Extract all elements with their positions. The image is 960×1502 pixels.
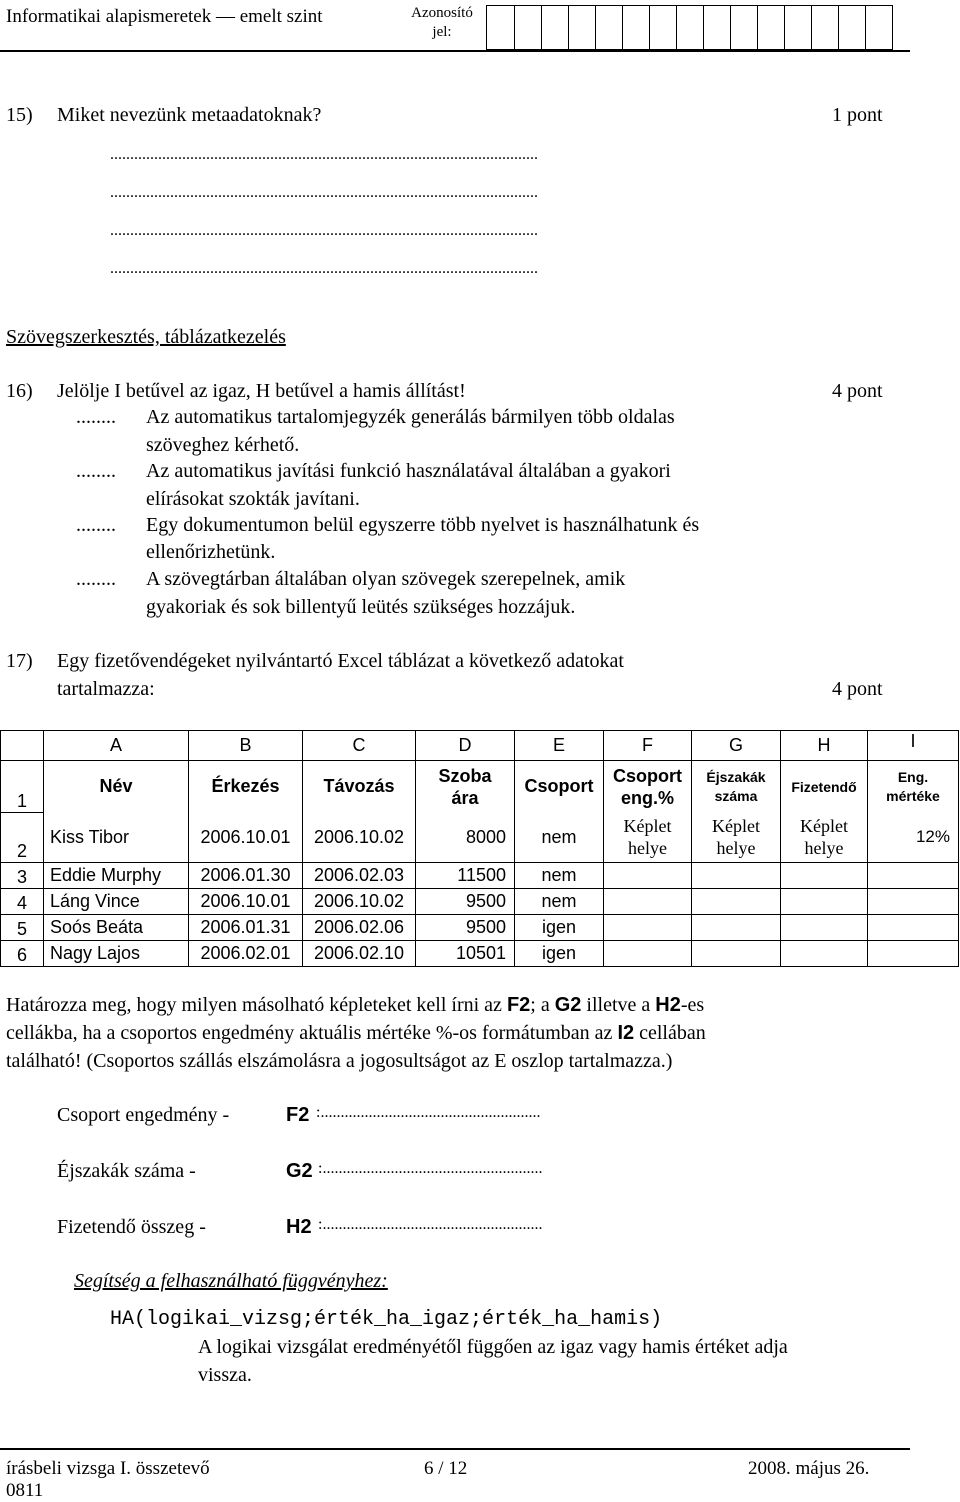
section-title: Szövegszerkesztés, táblázatkezelés <box>6 326 286 348</box>
cell-group[interactable]: igen <box>515 915 604 941</box>
answer-slot[interactable]: ........ <box>76 460 116 482</box>
cell-name[interactable]: Láng Vince <box>44 889 189 915</box>
task-text: Határozza meg, hogy milyen másolható képleteket kell írni az <box>6 994 507 1016</box>
q15-points: 1 pont <box>832 104 883 126</box>
col-letter-a: A <box>44 731 189 761</box>
header-name: Név <box>44 761 189 813</box>
table-row <box>1 941 959 967</box>
cell-empty[interactable] <box>781 863 868 889</box>
answer-label-discount: Csoport engedmény - <box>57 1104 230 1126</box>
cell-g2-formula[interactable] <box>692 813 781 863</box>
header-title: Informatikai alapismeretek — emelt szint <box>6 6 323 27</box>
answer-slot[interactable]: ........ <box>76 406 116 428</box>
cell-leave[interactable]: 2006.02.10 <box>303 941 416 967</box>
cell-arrive[interactable]: 2006.10.01 <box>189 813 303 863</box>
cell-arrive[interactable]: 2006.01.31 <box>189 915 303 941</box>
cell-group[interactable]: nem <box>515 889 604 915</box>
answer-line[interactable]: ........................................................................................................... <box>110 222 538 239</box>
task-line-2 <box>6 1022 706 1045</box>
q17-line1: Egy fizetővendégeket nyilvántartó Excel táblázat a következő adatokat <box>57 650 624 672</box>
col-letter-b: B <box>189 731 303 761</box>
spreadsheet-table <box>0 730 959 967</box>
cell-ref-f2: F2 <box>506 994 531 1016</box>
row-number: 1 <box>1 761 44 813</box>
header-leave: Távozás <box>303 761 416 813</box>
header-room-price <box>416 761 515 813</box>
footer-code: 0811 <box>6 1480 44 1501</box>
answer-slot[interactable]: ........ <box>76 514 116 536</box>
row-number: 3 <box>1 863 44 889</box>
cell-empty[interactable] <box>692 915 781 941</box>
q17-points: 4 pont <box>832 678 883 700</box>
q16-points: 4 pont <box>832 380 883 402</box>
header-discount-rate <box>868 761 959 813</box>
statement-line: elírásokat szokták javítani. <box>146 488 360 510</box>
answer-line-g2[interactable]: :....................................................... <box>318 1160 543 1177</box>
task-text: cellában <box>634 1022 706 1044</box>
cell-arrive[interactable]: 2006.01.30 <box>189 863 303 889</box>
id-code-boxes[interactable] <box>486 5 893 50</box>
table-row <box>1 813 959 863</box>
footer-date: 2008. május 26. <box>748 1458 870 1479</box>
cell-empty[interactable] <box>868 941 959 967</box>
answer-cell-f2: F2 <box>286 1104 310 1126</box>
cell-ref-h2: H2 <box>655 994 681 1016</box>
statement-line: ellenőrizhetünk. <box>146 541 276 563</box>
task-line-1 <box>6 994 704 1017</box>
task-text: ; a <box>530 994 555 1016</box>
cell-arrive[interactable]: 2006.10.01 <box>189 889 303 915</box>
cell-f2-formula[interactable] <box>604 813 692 863</box>
col-letter-h: H <box>781 731 868 761</box>
q15-text: Miket nevezünk metaadatoknak? <box>57 104 322 126</box>
cell-empty[interactable] <box>604 889 692 915</box>
formula-placeholder-l2: helye <box>716 838 756 859</box>
footer-rule <box>0 1448 910 1450</box>
statement-line: gyakoriak és sok billentyű leütés szükséges hozzájuk. <box>146 596 576 618</box>
statement-line: szöveghez kérhető. <box>146 434 300 456</box>
cell-empty[interactable] <box>868 915 959 941</box>
cell-group[interactable]: igen <box>515 941 604 967</box>
q16-text: Jelölje I betűvel az igaz, H betűvel a hamis állítást! <box>57 380 466 402</box>
cell-empty[interactable] <box>692 889 781 915</box>
row-number: 5 <box>1 915 44 941</box>
cell-empty[interactable] <box>692 863 781 889</box>
col-letter-c: C <box>303 731 416 761</box>
column-letter-row <box>1 731 959 761</box>
col-letter-e: E <box>515 731 604 761</box>
answer-slot[interactable]: ........ <box>76 568 116 590</box>
cell-name[interactable]: Nagy Lajos <box>44 941 189 967</box>
col-letter-f: F <box>604 731 692 761</box>
header-group-discount <box>604 761 692 813</box>
cell-group[interactable]: nem <box>515 863 604 889</box>
header-room-price-l2: ára <box>451 787 479 808</box>
table-row <box>1 915 959 941</box>
task-line-3: található! (Csoportos szállás elszámolásra a jogosultságot az E oszlop tartalmazza.) <box>6 1050 673 1072</box>
statement-line: Egy dokumentumon belül egyszerre több nyelvet is használhatunk és <box>146 514 700 536</box>
cell-empty[interactable] <box>868 863 959 889</box>
statement-line: A szövegtárban általában olyan szövegek szerepelnek, amik <box>146 568 626 590</box>
cell-ref-g2: G2 <box>554 994 582 1016</box>
cell-leave[interactable]: 2006.02.03 <box>303 863 416 889</box>
cell-price[interactable]: 10501 <box>416 941 515 967</box>
answer-cell-g2: G2 <box>286 1160 313 1182</box>
formula-placeholder-l1: Képlet <box>712 816 760 837</box>
cell-empty[interactable] <box>868 889 959 915</box>
q15-number: 15) <box>6 104 33 126</box>
col-letter-d: D <box>416 731 515 761</box>
col-letter-i: I <box>868 731 959 761</box>
table-row <box>1 863 959 889</box>
row-number: 2 <box>1 813 44 863</box>
header-group: Csoport <box>515 761 604 813</box>
answer-line-h2[interactable]: :....................................................... <box>318 1216 543 1233</box>
cell-empty[interactable] <box>781 941 868 967</box>
cell-h2-formula[interactable] <box>781 813 868 863</box>
task-text: cellákba, ha a csoportos engedmény aktuális mértéke %-os formátumban az <box>6 1022 618 1044</box>
cell-empty[interactable] <box>781 889 868 915</box>
header-nights-l1: Éjszakák <box>706 768 766 785</box>
header-group-discount-l2: eng.% <box>620 787 674 808</box>
row-number: 6 <box>1 941 44 967</box>
cell-name[interactable]: Soós Beáta <box>44 915 189 941</box>
cell-arrive[interactable]: 2006.02.01 <box>189 941 303 967</box>
formula-placeholder-l1: Képlet <box>623 816 672 837</box>
answer-line[interactable]: ........................................................................................................... <box>110 184 538 201</box>
answer-line-f2[interactable]: :....................................................... <box>316 1104 541 1121</box>
answer-label-payable: Fizetendő összeg - <box>57 1216 206 1238</box>
header-discount-rate-l1: Eng. <box>897 768 929 785</box>
formula-placeholder-l1: Képlet <box>800 816 848 837</box>
cell-name[interactable]: Eddie Murphy <box>44 863 189 889</box>
header-discount-rate-l2: mértéke <box>886 787 940 804</box>
cell-empty[interactable] <box>604 915 692 941</box>
cell-price[interactable]: 11500 <box>416 863 515 889</box>
azonosito-label: Azonosító jel: <box>411 5 473 40</box>
cell-discount-rate[interactable]: 12% <box>868 813 959 863</box>
cell-leave[interactable]: 2006.10.02 <box>303 889 416 915</box>
col-letter-g: G <box>692 731 781 761</box>
help-desc-line-1: A logikai vizsgálat eredményétől függően az igaz vagy hamis értéket adja <box>198 1336 788 1358</box>
help-title: Segítség a felhasználható függvényhez: <box>74 1270 388 1292</box>
statement-line: Az automatikus javítási funkció használatával általában a gyakori <box>146 460 671 482</box>
cell-empty[interactable] <box>692 941 781 967</box>
cell-price[interactable]: 8000 <box>416 813 515 863</box>
header-payable: Fizetendő <box>781 761 868 813</box>
footer-page: 6 / 12 <box>424 1458 468 1479</box>
function-syntax: HA(logikai_vizsg;érték_ha_igaz;érték_ha_hamis) <box>110 1308 663 1331</box>
cell-price[interactable]: 9500 <box>416 889 515 915</box>
cell-leave[interactable]: 2006.02.06 <box>303 915 416 941</box>
cell-group[interactable]: nem <box>515 813 604 863</box>
row-number: 4 <box>1 889 44 915</box>
header-arrive: Érkezés <box>189 761 303 813</box>
q17-number: 17) <box>6 650 33 672</box>
answer-cell-h2: H2 <box>286 1216 312 1238</box>
cell-empty[interactable] <box>781 915 868 941</box>
answer-label-nights: Éjszakák száma - <box>57 1160 196 1182</box>
cell-name[interactable]: Kiss Tibor <box>44 813 189 863</box>
header-nights <box>692 761 781 813</box>
q17-line2: tartalmazza: <box>57 678 155 700</box>
table-row <box>1 889 959 915</box>
answer-line[interactable]: ........................................................................................................... <box>110 146 538 163</box>
statement-line: Az automatikus tartalomjegyzék generálás bármilyen több oldalas <box>146 406 675 428</box>
cell-leave[interactable]: 2006.10.02 <box>303 813 416 863</box>
header-group-discount-l1: Csoport <box>613 765 682 786</box>
cell-empty[interactable] <box>604 941 692 967</box>
task-text: -es <box>680 994 705 1016</box>
header-room-price-l1: Szoba <box>438 765 492 786</box>
help-desc-line-2: vissza. <box>198 1364 252 1386</box>
cell-empty[interactable] <box>604 863 692 889</box>
formula-placeholder-l2: helye <box>804 838 844 859</box>
formula-placeholder-l2: helye <box>628 838 667 859</box>
header-nights-l2: száma <box>714 787 758 804</box>
footer-exam: írásbeli vizsga I. összetevő <box>6 1458 210 1479</box>
cell-ref-i2: I2 <box>617 1022 635 1044</box>
task-text: illetve a <box>581 994 656 1016</box>
q16-number: 16) <box>6 380 33 402</box>
cell-price[interactable]: 9500 <box>416 915 515 941</box>
header-row <box>1 761 959 813</box>
header-rule <box>0 50 910 52</box>
answer-line[interactable]: ........................................................................................................... <box>110 260 538 277</box>
